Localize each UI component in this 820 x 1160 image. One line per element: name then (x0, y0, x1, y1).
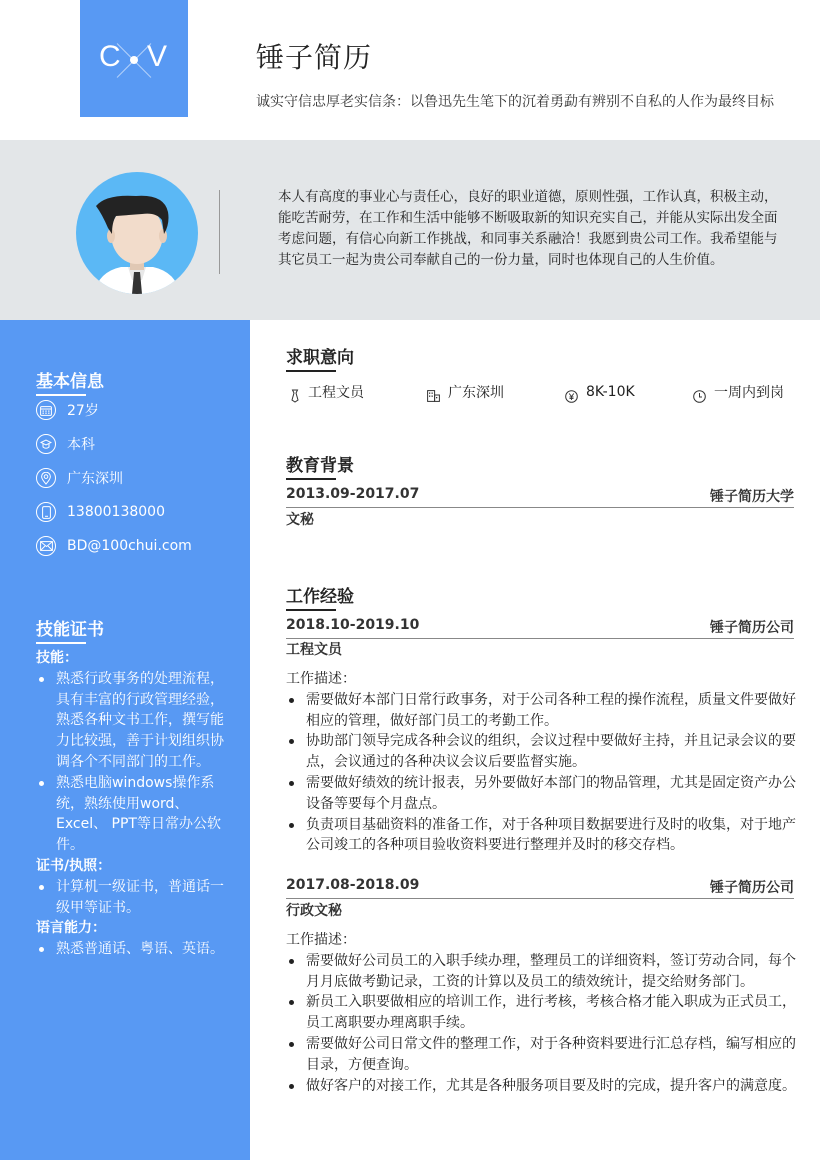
intent-position (290, 382, 364, 402)
age-value: 27岁 (67, 403, 99, 419)
work-row-1 (286, 617, 794, 639)
job-intent-title (286, 343, 354, 368)
yen-icon (565, 390, 578, 403)
work-position: 行政文秘 (286, 903, 342, 919)
work-desc-label: 工作描述： (286, 932, 356, 948)
duty-item: 负责项目基础资料的准备工作，对于各种项目数据要进行及时的收集，对于地产公司竣工的各种项目验收资料要进行整理并及时的移交存档。 (286, 815, 796, 857)
duty-item: 做好客户的对接工作，尤其是各种服务项目要及时的完成，提升客户的满意度。 (286, 1076, 796, 1097)
job-intent-title-text: 求职意向 (286, 348, 354, 368)
work-position: 工程文员 (286, 642, 342, 658)
work-description-2 (286, 930, 796, 1096)
work-row-2 (286, 877, 794, 899)
skills-title-text: 技能证书 (36, 620, 104, 640)
language-label: 语言能力： (36, 920, 106, 937)
location-pin-icon (36, 468, 56, 488)
building-icon (427, 390, 440, 402)
resume-title: 锤子简历 (256, 41, 373, 74)
duty-list (286, 690, 796, 856)
work-experience-title (286, 582, 354, 607)
main-content (250, 320, 820, 1160)
skills-block (36, 648, 226, 960)
person-avatar-icon (76, 172, 198, 294)
skill-item: 熟悉电脑windows操作系统，熟练使用word、Excel、 PPT等日常办公软件。 (36, 773, 226, 856)
intent-availability (693, 382, 784, 402)
skills-label: 技能： (36, 650, 78, 666)
title-underline (36, 394, 86, 396)
basic-info-title-text: 基本信息 (36, 372, 104, 392)
intent-salary (565, 382, 635, 402)
intent-position-text: 工程文员 (308, 385, 364, 401)
work-desc-label: 工作描述： (286, 671, 356, 687)
basic-info-title (36, 367, 104, 392)
self-introduction: 本人有高度的事业心与责任心，良好的职业道德，原则性强，工作认真，积极主动，能吃苦耐劳，在工作和生活中能够不断吸取新的知识充实自己，并能从实际出发全面考虑问题，有信心向新工作挑战，和同事关系融洽！我愿到贵公司工作。我希望能与其它员工一起为贵公司奉献自己的一份力量，同时也体现自己的人生价值。 (278, 189, 778, 268)
education-major: 文秘 (286, 512, 314, 528)
language-list (36, 939, 226, 960)
calendar-icon (36, 400, 56, 420)
title-underline (286, 609, 336, 611)
duty-item: 需要做好绩效的统计报表，另外要做好本部门的物品管理，尤其是固定资产办公设备等要每个月盘点。 (286, 773, 796, 815)
avatar (76, 172, 198, 294)
vertical-divider (219, 190, 220, 274)
education-title (286, 451, 354, 476)
resume-header (0, 0, 820, 140)
language-item: 熟悉普通话、粤语、英语。 (36, 939, 226, 960)
location-value: 广东深圳 (67, 471, 123, 487)
info-email (36, 536, 192, 556)
duty-list (286, 951, 796, 1097)
intent-availability-text: 一周内到岗 (714, 385, 784, 401)
logo-dot (130, 56, 138, 64)
cert-item: 计算机一级证书，普通话一级甲等证书。 (36, 877, 226, 919)
work-company: 锤子简历公司 (710, 620, 794, 636)
intent-city (427, 382, 504, 402)
education-title-text: 教育背景 (286, 456, 354, 476)
skills-title (36, 615, 104, 640)
clock-icon (693, 390, 706, 403)
duty-item: 需要做好公司日常文件的整理工作，对于各种资料要进行汇总存档，编写相应的目录，方便查询。 (286, 1034, 796, 1076)
work-description-1 (286, 669, 796, 856)
cert-label: 证书/执照： (36, 857, 112, 874)
info-age (36, 400, 99, 420)
info-phone (36, 502, 165, 522)
logo-letter-c: C (99, 40, 121, 73)
skills-list (36, 669, 226, 856)
phone-value[interactable]: 13800138000 (67, 504, 165, 520)
graduation-cap-icon (36, 434, 56, 454)
email-value[interactable]: BD@100chui.com (67, 538, 192, 554)
education-school: 锤子简历大学 (710, 489, 794, 505)
mail-icon (36, 536, 56, 556)
work-period: 2017.08-2018.09 (286, 877, 420, 893)
work-company: 锤子简历公司 (710, 880, 794, 896)
intent-salary-text: 8K-10K (586, 384, 635, 400)
tie-icon (290, 389, 300, 403)
motto: 诚实守信忠厚老实信条：以鲁迅先生笔下的沉着勇勐有辨别不自私的人作为最终目标 (256, 94, 774, 110)
cert-list (36, 877, 226, 919)
duty-item: 新员工入职要做相应的培训工作，进行考核，考核合格才能入职成为正式员工，员工离职要办理离职手续。 (286, 992, 796, 1034)
info-location (36, 468, 123, 488)
duty-item: 协助部门领导完成各种会议的组织，会议过程中要做好主持，并且记录会议的要点，会议通过的各种决议会议后要监督实施。 (286, 731, 796, 773)
skill-item: 熟悉行政事务的处理流程，具有丰富的行政管理经验，熟悉各种文书工作，撰写能力比较强，善于计划组织协调各个不同部门的工作。 (36, 669, 226, 773)
title-underline (36, 642, 86, 644)
duty-item: 需要做好公司员工的入职手续办理，整理员工的详细资料，签订劳动合同，每个月月底做考勤记录，工资的计算以及员工的绩效统计，提交给财务部门。 (286, 951, 796, 993)
title-underline (286, 478, 336, 480)
degree-value: 本科 (67, 437, 95, 453)
intent-city-text: 广东深圳 (448, 385, 504, 401)
phone-icon (36, 502, 56, 522)
title-underline (286, 370, 336, 372)
duty-item: 需要做好本部门日常行政事务，对于公司各种工程的操作流程，质量文件要做好相应的管理，做好部门员工的考勤工作。 (286, 690, 796, 732)
education-period: 2013.09-2017.07 (286, 486, 420, 502)
info-degree (36, 434, 95, 454)
logo-letter-v: V (147, 40, 168, 73)
work-period: 2018.10-2019.10 (286, 617, 420, 633)
work-experience-title-text: 工作经验 (286, 587, 354, 607)
education-row (286, 486, 794, 508)
cv-logo (80, 0, 188, 117)
